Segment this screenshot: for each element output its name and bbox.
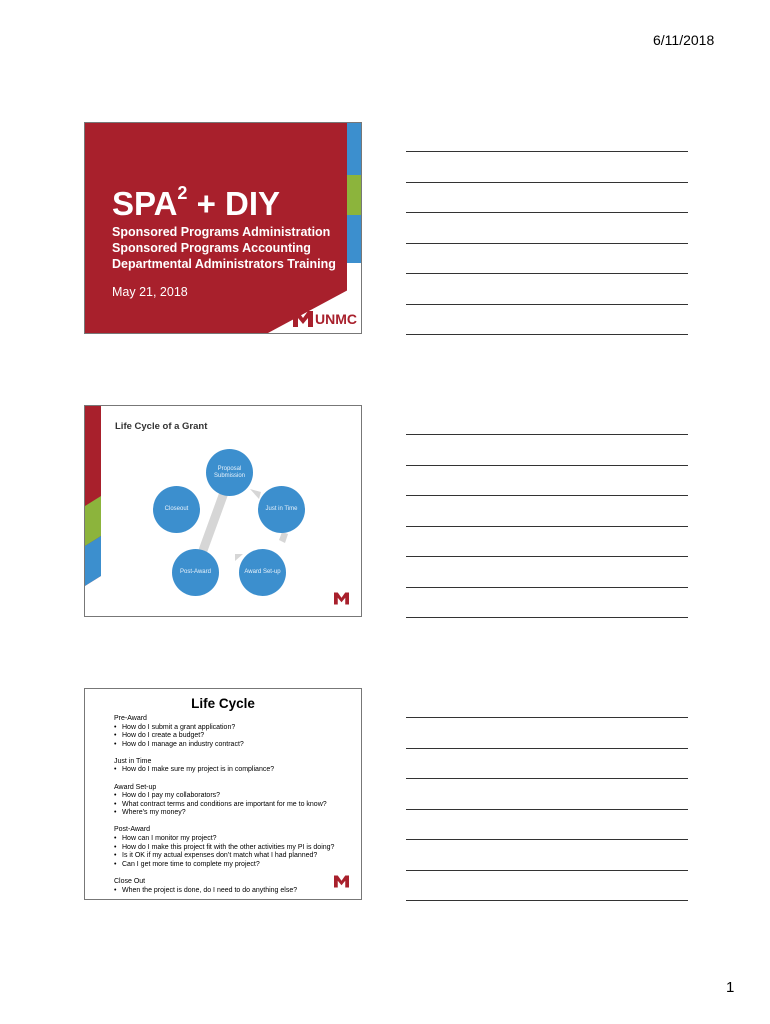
list-item: • Where’s my money? (114, 809, 334, 818)
list-item: • Can I get more time to complete my project? (114, 861, 334, 870)
node-award-setup: Award Set-up (239, 549, 286, 596)
group-heading: Close Out (114, 877, 146, 885)
node-just-in-time: Just in Time (258, 486, 305, 533)
note-line (406, 465, 688, 466)
list-item: • How do I submit a grant application? (114, 724, 334, 733)
group-award-setup (114, 784, 334, 818)
note-line (406, 587, 688, 588)
life-cycle-diagram-slide (84, 405, 362, 617)
slide-title: $SPA^2$ + DIY (112, 183, 281, 222)
note-line (406, 151, 688, 152)
subtitle-line: Sponsored Programs Administration (112, 225, 331, 239)
group-pre-award (114, 715, 334, 749)
list-item: • How do I create a budget? (114, 732, 334, 741)
list-item: • Is it OK if my actual expenses don’t match what I had planned? (114, 852, 334, 861)
group-heading: Pre-Award (114, 715, 147, 722)
page-date: 6/11/2018 (653, 32, 715, 48)
slide-title: Life Cycle (191, 696, 255, 711)
unmc-logo-icon (293, 311, 313, 327)
page-number: 1 (726, 979, 735, 996)
unmc-mark-icon (334, 592, 349, 605)
note-line (406, 212, 688, 213)
arrow-proposal-to-jit (250, 489, 261, 499)
unmc-logo (293, 311, 357, 327)
band-blue-top (347, 123, 361, 175)
node-closeout: Closeout (153, 486, 200, 533)
note-line (406, 495, 688, 496)
slide-title: Life Cycle of a Grant (115, 421, 208, 432)
subtitle-line: Sponsored Programs Accounting (112, 241, 311, 255)
band-green (347, 175, 361, 215)
group-heading: Just in Time (114, 757, 152, 765)
band-blue-bottom (347, 215, 361, 263)
cycle-arrows (85, 406, 362, 617)
question-list (114, 715, 334, 900)
group-just-in-time (114, 758, 334, 775)
unmc-mark-icon (334, 875, 349, 888)
note-line (406, 748, 688, 749)
group-heading: Award Set-up (114, 783, 157, 791)
arrow-jit-to-award (279, 532, 288, 543)
note-line (406, 434, 688, 435)
node-post-award: Post-Award (172, 549, 219, 596)
note-line (406, 182, 688, 183)
note-line (406, 717, 688, 718)
list-item: • When the project is done, do I need to do anything else? (114, 887, 334, 896)
note-line (406, 839, 688, 840)
note-line (406, 556, 688, 557)
note-line (406, 304, 688, 305)
slide-subtitle (112, 224, 336, 272)
note-line (406, 870, 688, 871)
list-item: • How can I monitor my project? (114, 835, 334, 844)
group-post-award (114, 826, 334, 869)
note-line (406, 273, 688, 274)
note-line (406, 617, 688, 618)
unmc-logo-text: UNMC (315, 311, 357, 327)
note-line (406, 900, 688, 901)
note-line (406, 526, 688, 527)
life-cycle-questions-slide (84, 688, 362, 900)
note-line (406, 809, 688, 810)
subtitle-line: Departmental Administrators Training (112, 257, 336, 271)
list-item: • How do I make sure my project is in compliance? (114, 766, 334, 775)
group-heading: Post-Award (114, 826, 151, 834)
accent-band (347, 123, 361, 334)
title-slide (84, 122, 362, 334)
list-item: • How do I pay my collaborators? (114, 792, 334, 801)
list-item: • How do I manage an industry contract? (114, 741, 334, 750)
node-proposal-submission: Proposal Submission (206, 449, 253, 496)
note-line (406, 334, 688, 335)
slide-date: May 21, 2018 (112, 285, 188, 299)
list-item: • What contract terms and conditions are important for me to know? (114, 801, 334, 810)
note-line (406, 243, 688, 244)
group-close-out (114, 878, 334, 895)
note-line (406, 778, 688, 779)
list-item: • How do I make this project fit with the other activities my PI is doing? (114, 844, 334, 853)
